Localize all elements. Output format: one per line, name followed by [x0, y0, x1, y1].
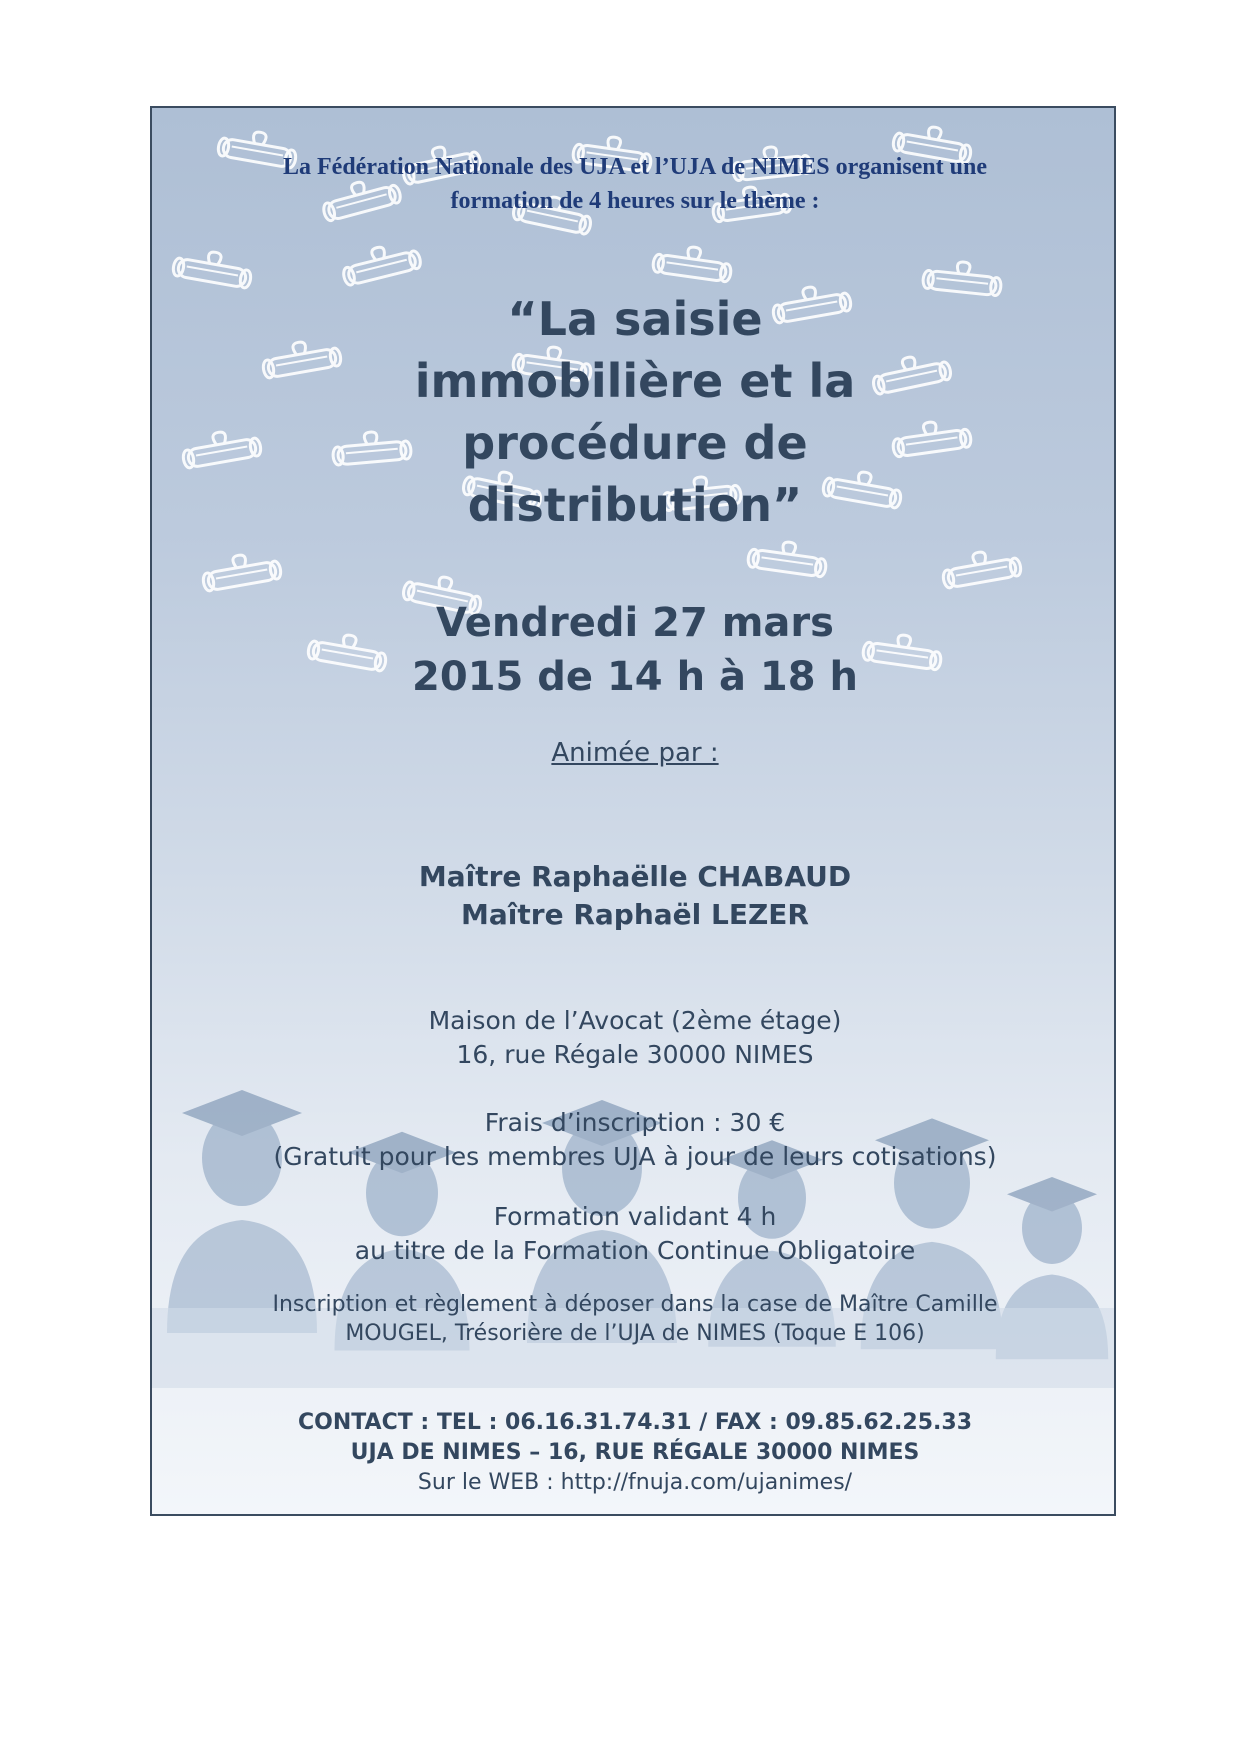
inscription-line: MOUGEL, Trésorière de l’UJA de NIMES (Toque E 106): [345, 1321, 925, 1346]
fees-line: Frais d’inscription : 30 €: [484, 1108, 786, 1137]
contact-web: [152, 1468, 1116, 1498]
title-line: distribution”: [467, 478, 803, 532]
contact-block: [152, 1408, 1116, 1498]
validation-line: au titre de la Formation Continue Obligatoire: [354, 1236, 916, 1265]
venue-line: Maison de l’Avocat (2ème étage): [428, 1006, 842, 1035]
web-label: Sur le WEB :: [417, 1470, 561, 1495]
animated-by-label: Animée par :: [551, 738, 719, 768]
contact-phone-fax: CONTACT : TEL : 06.16.31.74.31 / FAX : 09.85.62.25.33: [298, 1410, 972, 1435]
speaker-name: Maître Raphaëlle CHABAUD: [418, 860, 852, 893]
inscription-line: Inscription et règlement à déposer dans la case de Maître Camille: [272, 1292, 998, 1317]
event-date: [152, 596, 1116, 704]
flyer-poster: [150, 106, 1116, 1516]
title-line: immobilière et la: [414, 354, 856, 408]
validation-line: Formation validant 4 h: [493, 1202, 777, 1231]
training-title: [152, 288, 1116, 536]
venue-line: 16, rue Régale 30000 NIMES: [456, 1040, 814, 1069]
date-line: 2015 de 14 h à 18 h: [412, 654, 858, 700]
contact-address: UJA DE NIMES – 16, RUE RÉGALE 30000 NIMES: [350, 1440, 920, 1465]
organizer-line: formation de 4 heures sur le thème :: [450, 188, 820, 214]
organizer-text: [152, 150, 1116, 218]
inscription-instructions: [152, 1290, 1116, 1348]
training-validation: [152, 1200, 1116, 1268]
organizer-line: La Fédération Nationale des UJA et l’UJA de NIMES organisent une: [283, 154, 987, 180]
fees-note: (Gratuit pour les membres UJA à jour de leurs cotisations): [273, 1142, 997, 1171]
registration-fees: [152, 1106, 1116, 1174]
speakers-list: [152, 858, 1116, 934]
date-line: Vendredi 27 mars: [436, 600, 834, 646]
web-link[interactable]: http://fnuja.com/ujanimes/: [560, 1470, 853, 1495]
title-line: “La saisie: [507, 292, 763, 346]
venue-address: [152, 1004, 1116, 1072]
speaker-name: Maître Raphaël LEZER: [461, 898, 809, 931]
title-line: procédure de: [462, 416, 808, 470]
